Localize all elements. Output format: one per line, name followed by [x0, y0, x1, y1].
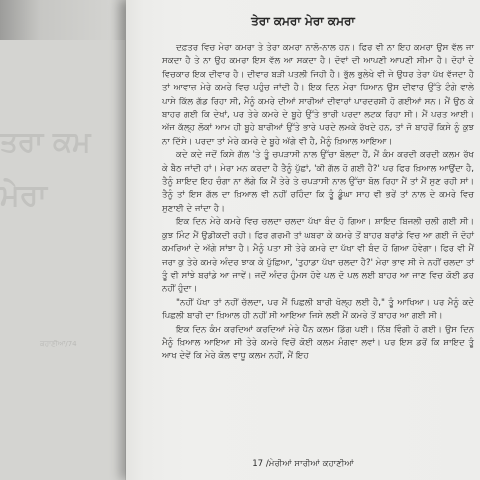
background-page-footer-fragment: ਕਹਾਣੀਆਂ/74 [40, 340, 77, 348]
paragraph-4: "ਨਹੀਂ ਪੱਖਾ ਤਾਂ ਨਹੀਂ ਚੱਲਦਾ, ਪਰ ਮੈਂ ਪਿਛਲੀ ਬਾਰੀ ਖੋਲ੍ਹ ਲਈ ਹੈ," ਤੂੰ ਆਖਿਆ। ਪਰ ਮੈਨੂੰ ਕਦੇ ਪਿਛਲੀ ਬਾਰੀ ਦਾ ਖ਼ਿਆਲ ਹੀ ਨਹੀਂ ਸੀ ਆਇਆ ਜਿਸੇ ਲਈ ਮੈਂ ਕਮਰੇ ਤੋਂ ਬਾਹਰ ਆ ਗਈ ਸੀ। [162, 297, 474, 322]
background-page-heading-fragment: ਤਰਾ ਕਮ [0, 125, 91, 158]
background-page-heading-fragment-2: ਮੇਰਾ [0, 178, 47, 213]
book-page [126, 0, 480, 480]
story-title: ਤੇਰਾ ਕਮਰਾ ਮੇਰਾ ਕਮਰਾ [251, 14, 355, 28]
paragraph-1: ਦਫ਼ਤਰ ਵਿਚ ਮੇਰਾ ਕਮਰਾ ਤੇ ਤੇਰਾ ਕਮਰਾ ਨਾਲੋ-ਨਾਲ ਹਨ। ਫਿਰ ਵੀ ਨਾ ਇਹ ਕਮਰਾ ਉਸ ਵੱਲ ਜਾ ਸਕਦਾ ਹੈ ਤੇ ਨਾ ਉਹ ਕਮਰਾ ਇਸ ਵੱਲ ਆ ਸਕਦਾ ਹੈ। ਦੋਵਾਂ ਦੀ ਆਪਣੀ ਆਪਣੀ ਸੀਮਾ ਹੈ। ਦੋਹਾਂ ਦੇ ਵਿਚਕਾਰ ਇਕ ਦੀਵਾਰ ਹੈ। ਦੀਵਾਰ ਬੜੀ ਪਤਲੀ ਜਿਹੀ ਹੈ। ਭੁੱਲ ਭੁਲੇਖੇ ਵੀ ਜੇ ਉਧਰ ਤੇਰਾ ਪੱਖ ਵੱਜਦਾ ਹੈ ਤਾਂ ਆਵਾਜ਼ ਮੇਰੇ ਕਮਰੇ ਵਿਚ ਪਹੁੰਚ ਜਾਂਦੀ ਹੈ। ਇਕ ਦਿਨ ਮੇਰਾ ਧਿਆਨ ਉਸ ਦੀਵਾਰ ਉੱਤੇ ਟੰਗੇ ਵਾਲੇ ਪਾਸੇ ਕਿੱਲ ਗੱਡ ਰਿਹਾ ਸੀ, ਮੈਨੂੰ ਕਮਰੇ ਦੀਆਂ ਸਾਰੀਆਂ ਦੀਵਾਰਾਂ ਪਾਰਦਰਸ਼ੀ ਹੋ ਗਈਆਂ ਸਨ। ਮੈਂ ਉਠ ਕੇ ਬਾਹਰ ਗਈ ਕਿ ਦੇਖਾਂ, ਪਰ ਤੇਰੇ ਕਮਰੇ ਦੇ ਬੂਹੇ ਉੱਤੇ ਭਾਰੀ ਪਰਦਾ ਲਟਕ ਰਿਹਾ ਸੀ। ਮੈਂ ਪਰਤ ਆਈ। ਅੱਜ ਕੱਲ੍ਹ ਲੋਕਾਂ ਆਮ ਹੀ ਬੂਹੇ ਬਾਰੀਆਂ ਉੱਤੇ ਭਾਰੇ ਪਰਦੇ ਲਮਕੇ ਰੱਖਦੇ ਹਨ, ਤਾਂ ਜੋ ਬਾਹਰੋਂ ਕਿਸੇ ਨੂੰ ਕੁਝ ਨਾ ਦਿੱਸੇ। ਪਰਦਾ ਤਾਂ ਮੇਰੇ ਕਮਰੇ ਦੇ ਬੂਹੇ ਅੱਗੇ ਵੀ ਹੈ, ਮੈਨੂੰ ਖ਼ਿਆਲ ਆਇਆ। [162, 43, 474, 147]
story-body [162, 42, 474, 364]
paragraph-3: ਇਕ ਦਿਨ ਮੇਰੇ ਕਮਰੇ ਵਿਚ ਚਲਦਾ ਚਲਦਾ ਪੱਖਾ ਬੰਦ ਹੋ ਗਿਆ। ਸ਼ਾਇਦ ਬਿਜਲੀ ਚਲੀ ਗਈ ਸੀ। ਕੁਝ ਮਿੰਟ ਮੈਂ ਉਡੀਕਦੀ ਰਹੀ। ਫਿਰ ਗਰਮੀ ਤਾਂ ਘਬਰਾ ਕੇ ਕਮਰੇ ਤੋਂ ਬਾਹਰ ਬਰਾਂਡੇ ਵਿਚ ਆ ਗਈ ਜੋ ਦੋਹਾਂ ਕਮਰਿਆਂ ਦੇ ਅੱਗੇ ਸਾਂਝਾ ਹੈ। ਮੈਨੂੰ ਪਤਾ ਸੀ ਤੇਰੇ ਕਮਰੇ ਦਾ ਪੱਖਾ ਵੀ ਬੰਦ ਹੋ ਗਿਆ ਹੋਵੇਗਾ। ਫਿਰ ਵੀ ਮੈਂ ਜਰਾ ਕੁ ਤੇਰੇ ਕਮਰੇ ਅੰਦਰ ਝਾਕ ਕੇ ਪੁੱਛਿਆ, 'ਤੁਹਾਡਾ ਪੱਖਾ ਚਲਦਾ ਹੈ?' ਮੇਰਾ ਭਾਵ ਸੀ ਜੇ ਨਹੀਂ ਚਲਦਾ ਤਾਂ ਤੂੰ ਵੀ ਸਾਂਝੇ ਬਰਾਂਡੇ ਆ ਜਾਵੇਂ। ਜਦੋਂ ਅੰਦਰ ਹੁੰਮਸ ਹੋਵੇ ਪਲ ਦੋ ਪਲ ਲਈ ਬਾਹਰ ਆ ਜਾਣ ਵਿਚ ਕੋਈ ਡਰ ਨਹੀਂ ਹੁੰਦਾ। [162, 217, 474, 295]
background-book-page [0, 40, 125, 480]
paragraph-5: ਇਕ ਦਿਨ ਕੰਮ ਕਰਦਿਆਂ ਕਰਦਿਆਂ ਮੇਰੇ ਪੈੱਨ ਕਲਮ ਡਿੱਗ ਪਈ। ਨਿੱਬ ਵਿੰਗੀ ਹੋ ਗਈ। ਉਸ ਦਿਨ ਮੈਨੂੰ ਖ਼ਿਆਲ ਆਇਆ ਸੀ ਤੇਰੇ ਕਮਰੇ ਵਿਚੋਂ ਕੋਈ ਕਲਮ ਮੰਗਵਾ ਲਵਾਂ। ਪਰ ਇਸ ਡਰੋਂ ਕਿ ਸ਼ਾਇਦ ਤੂੰ ਆਖ ਦੇਵੇਂ ਕਿ ਮੇਰੇ ਕੋਲ ਵਾਧੂ ਕਲਮ ਨਹੀਂ, ਮੈਂ ਇਹ [162, 324, 474, 362]
paragraph-2: ਕਦੇ ਕਦੇ ਜਦੋਂ ਕਿਸੇ ਗੱਲ 'ਤੇ ਤੂੰ ਚਪੜਾਸੀ ਨਾਲ ਉੱਚਾ ਬੋਲਦਾ ਹੈਂ, ਮੈਂ ਕੰਮ ਕਰਦੀ ਕਰਦੀ ਕਲਮ ਰੱਖ ਕੇ ਬੈਠ ਜਾਂਦੀ ਹਾਂ। ਮੇਰਾ ਮਨ ਕਰਦਾ ਹੈ ਤੈਨੂੰ ਪੁੱਛਾਂ, 'ਕੀ ਗੱਲ ਹੋ ਗਈ ਹੈ?' ਪਰ ਫਿਰ ਖ਼ਿਆਲ ਆਉਂਦਾ ਹੈ, ਤੈਨੂੰ ਸ਼ਾਇਦ ਇਹ ਚੰਗਾ ਨਾ ਲੱਗੇ ਕਿ ਮੈਂ ਤੇਰੇ ਤੇ ਚਪੜਾਸੀ ਨਾਲ ਉੱਚਾ ਬੋਲ ਰਿਹਾ ਮੈਂ ਤਾਂ ਮੈਂ ਸੁਣ ਰਹੀ ਸਾਂ। ਤੈਨੂੰ ਤਾਂ ਇਸ ਗੱਲ ਦਾ ਖ਼ਿਆਲ ਵੀ ਨਹੀਂ ਰਹਿੰਦਾ ਕਿ ਤੂੰ ਡੂੰਘਾ ਸਾਹ ਵੀ ਭਰੇਂ ਤਾਂ ਨਾਲ ਦੇ ਕਮਰੇ ਵਿਚ ਸੁਣਾਈ ਦੇ ਜਾਂਦਾ ਹੈ। [162, 150, 474, 214]
page-footer: 17 /ਮੇਰੀਆਂ ਸਾਰੀਆਂ ਕਹਾਣੀਆਂ [252, 459, 354, 469]
